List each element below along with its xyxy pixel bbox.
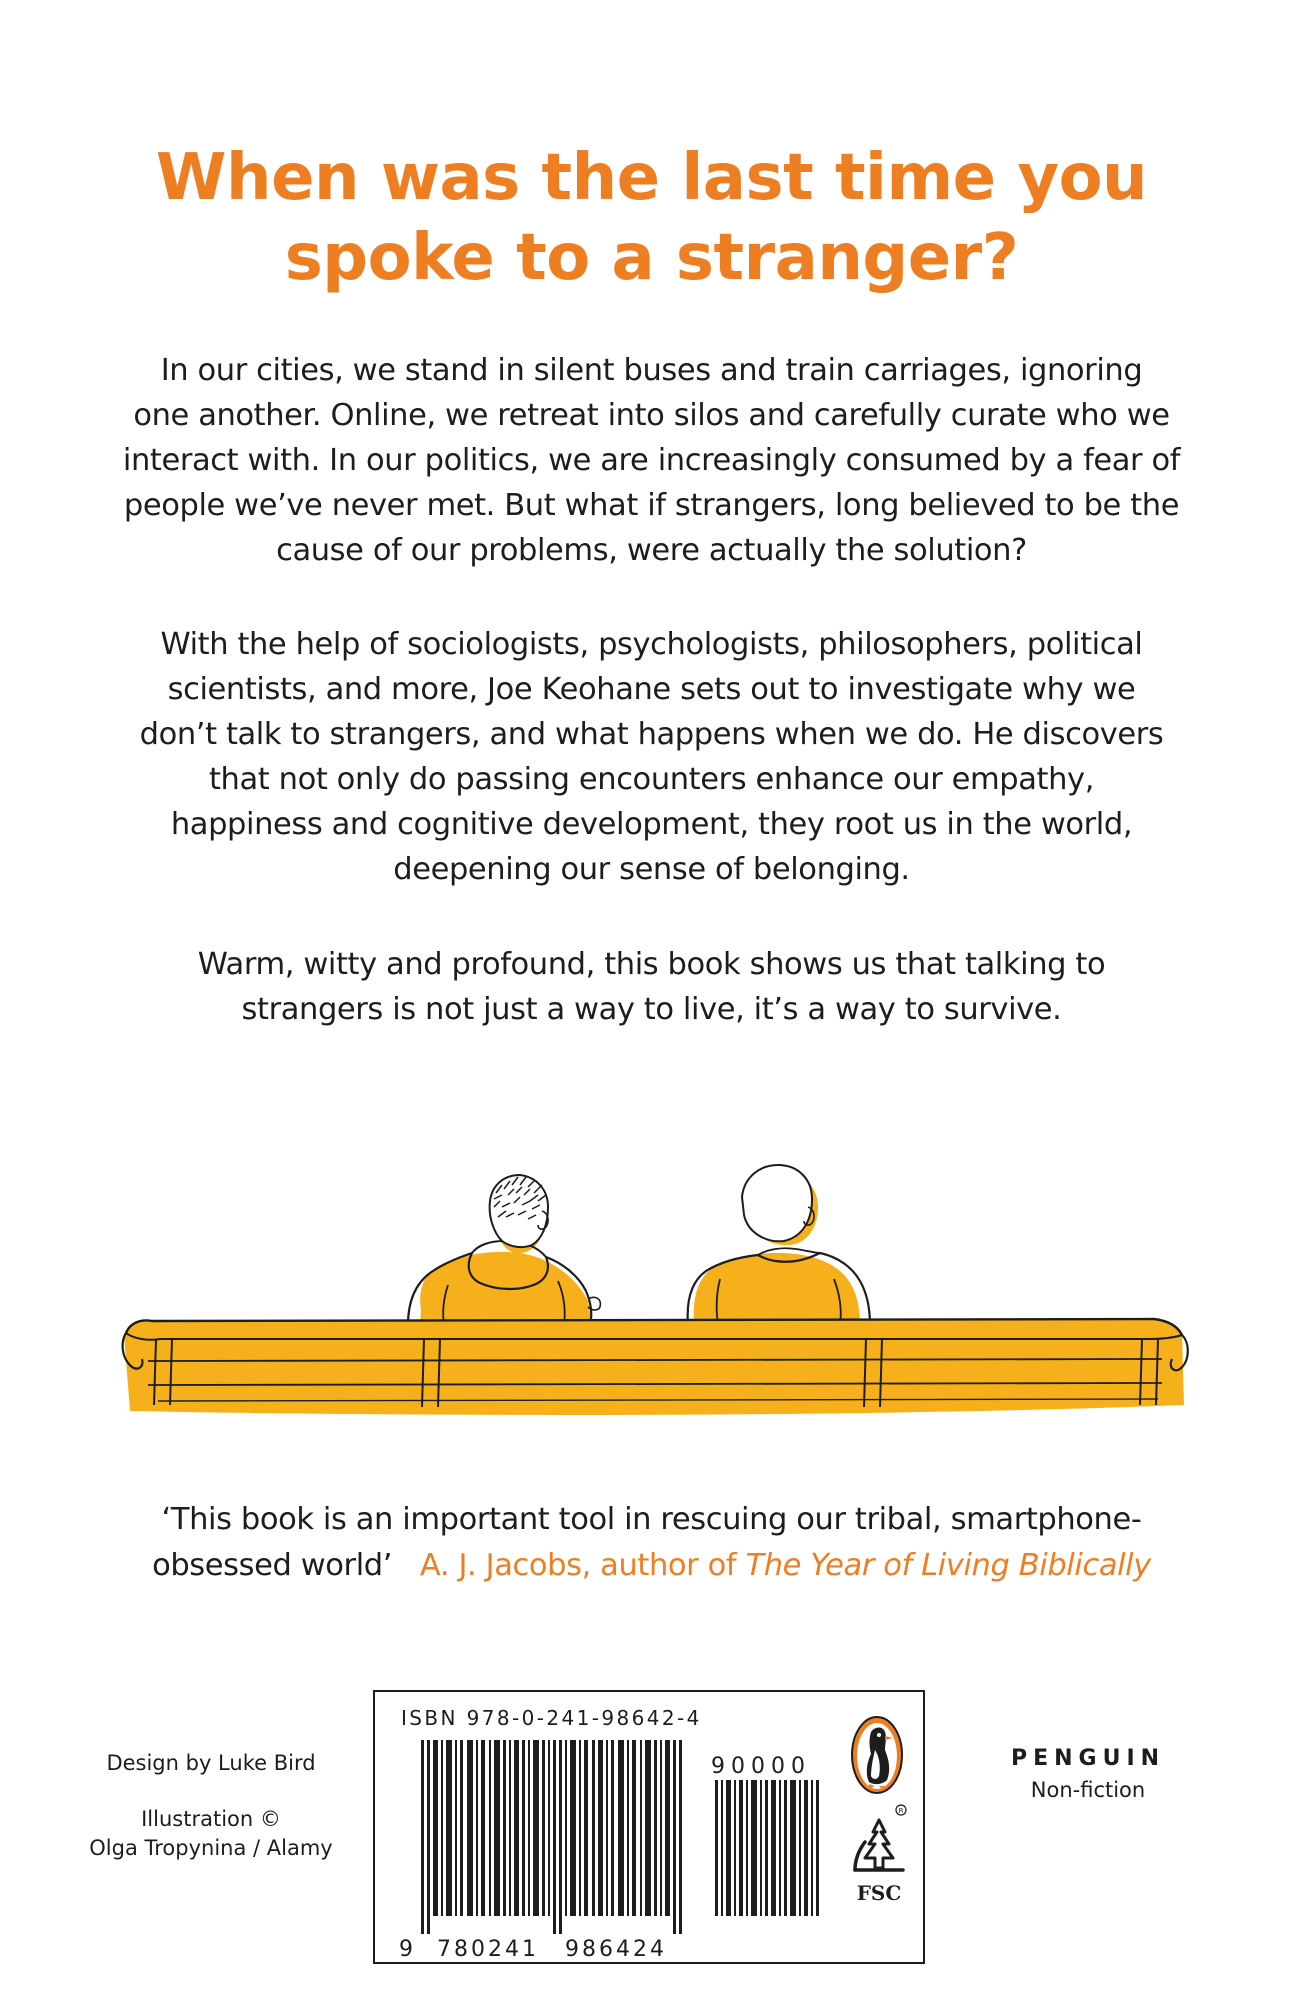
headline-line-2: spoke to a stranger? <box>284 221 1019 295</box>
quote-line-1: ‘This book is an important tool in rescuing our tribal, smartphone- <box>161 1502 1142 1537</box>
blurb-line: interact with. In our politics, we are increasingly consumed by a fear of <box>122 443 1181 478</box>
blurb-line: Warm, witty and profound, this book shows us that talking to <box>197 947 1106 982</box>
blurb-line: that not only do passing encounters enhance our empathy, <box>209 762 1094 797</box>
blurb-paragraph-2 <box>100 622 1203 892</box>
illustration-credit-line-1: Illustration © <box>141 1807 281 1831</box>
blurb-line: deepening our sense of belonging. <box>393 852 910 887</box>
person-left-illustration <box>408 1175 600 1325</box>
headline <box>0 138 1303 298</box>
blurb-line: cause of our problems, were actually the solution? <box>276 533 1027 568</box>
blurb-paragraph-3 <box>100 942 1203 1032</box>
publisher-imprint <box>968 1742 1208 1804</box>
barcode-digit-first: 9 <box>399 1937 413 1962</box>
fsc-logo-icon <box>849 1802 909 1914</box>
quote-text: obsessed world’ <box>152 1548 393 1583</box>
bench-illustration <box>118 1085 1198 1435</box>
blurb-line: don’t talk to strangers, and what happens when we do. He discovers <box>139 717 1164 752</box>
illustration-credit-line-2: Olga Tropynina / Alamy <box>89 1836 333 1860</box>
publisher-name: PENGUIN <box>1010 1746 1166 1771</box>
quote-book-title: The Year of Living Biblically <box>745 1548 1151 1583</box>
price-code: 90000 <box>711 1754 811 1779</box>
publisher-category: Non-fiction <box>1030 1778 1146 1802</box>
barcode-graphic <box>375 1692 923 1962</box>
blurb-line: With the help of sociologists, psychologists, philosophers, political <box>160 627 1143 662</box>
illustration-credit <box>78 1805 344 1863</box>
person-right-illustration <box>688 1165 870 1325</box>
penguin-logo-icon <box>849 1714 905 1796</box>
barcode-digits-right: 986424 <box>565 1937 667 1962</box>
fsc-label: FSC <box>856 1881 902 1905</box>
quote-line-2 <box>100 1543 1203 1589</box>
isbn-label: ISBN 978-0-241-98642-4 <box>401 1706 702 1730</box>
svg-text:R: R <box>898 1807 904 1815</box>
quote-attribution: A. J. Jacobs, author of <box>419 1548 737 1583</box>
ean-barcode-bars <box>421 1740 819 1934</box>
bench-illustration-body <box>123 1319 1188 1415</box>
blurb-line: people we’ve never met. But what if strangers, long believed to be the <box>123 488 1180 523</box>
blurb-line: strangers is not just a way to live, it’s a way to survive. <box>241 992 1062 1027</box>
design-credit: Design by Luke Bird <box>106 1751 316 1775</box>
blurb-line: scientists, and more, Joe Keohane sets out to investigate why we <box>167 672 1136 707</box>
endorsement-quote <box>100 1497 1203 1589</box>
barcode-box <box>373 1690 925 1964</box>
blurb-line: In our cities, we stand in silent buses and train carriages, ignoring <box>160 353 1143 388</box>
blurb-paragraph-1 <box>100 348 1203 573</box>
barcode-digits-left: 780241 <box>437 1937 539 1962</box>
blurb-line: one another. Online, we retreat into silos and carefully curate who we <box>133 398 1170 433</box>
headline-line-1: When was the last time you <box>155 141 1148 215</box>
blurb-line: happiness and cognitive development, they root us in the world, <box>170 807 1133 842</box>
